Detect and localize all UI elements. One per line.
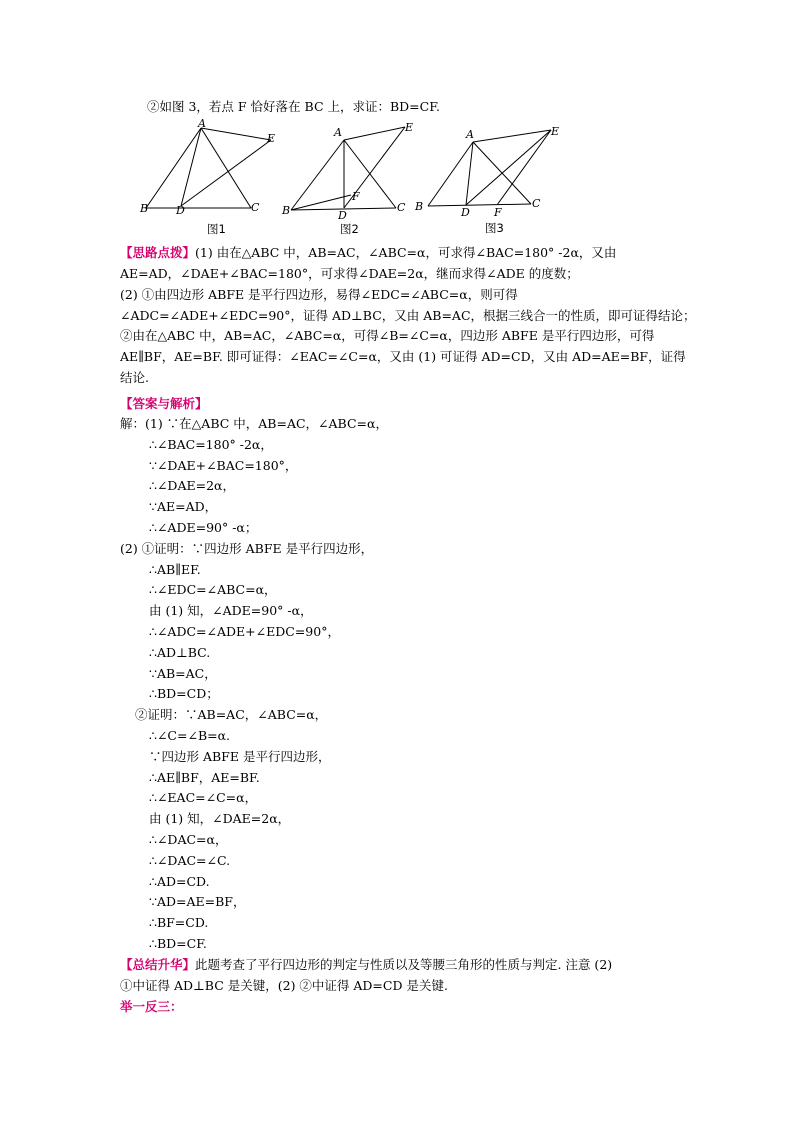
- summary-tag: 【总结升华】: [120, 957, 196, 972]
- fig1-label-e: E: [267, 132, 276, 145]
- fig1-label-a: A: [198, 117, 206, 130]
- answer-line-18: ∴AE∥BF，AE=BF.: [149, 770, 260, 785]
- answer-line-23: ∴AD=CD.: [149, 874, 210, 889]
- figure-3: [410, 118, 570, 244]
- figure-3-lines: [428, 130, 551, 206]
- hints-line-1: [120, 245, 616, 261]
- answer-line-3: ∵∠DAE+∠BAC=180°，: [149, 458, 298, 473]
- answer-line-10: 由 (1) 知，∠ADE=90° -α，: [149, 603, 313, 618]
- answer-line-17: ∵四边形 ABFE 是平行四边形，: [149, 749, 331, 764]
- answer-line-20: 由 (1) 知，∠DAE=2α，: [149, 811, 291, 826]
- fig2-label-a: A: [334, 126, 342, 139]
- fig2-label-c: C: [397, 201, 406, 214]
- fig1-caption: 图1: [207, 222, 226, 236]
- fig1-label-c: C: [251, 201, 260, 214]
- fig3-label-f: F: [494, 206, 502, 219]
- answer-line-26: ∴BD=CF.: [149, 936, 207, 951]
- answer-line-16: ∴∠C=∠B=α.: [149, 728, 231, 743]
- figure-3-diagram: [410, 118, 570, 240]
- answer-line-9: ∴∠EDC=∠ABC=α，: [149, 582, 277, 597]
- answer-line-13: ∵AB=AC，: [149, 666, 217, 681]
- answer-line-1: 解：(1) ∵在△ABC 中，AB=AC，∠ABC=α，: [120, 416, 388, 431]
- problem-part2-q2: ②如图 3，若点 F 恰好落在 BC 上，求证：BD=CF.: [147, 99, 440, 114]
- hints-line-5: ②由在△ABC 中，AB=AC，∠ABC=α，可得∠B=∠C=α，四边形 ABFE 是平行四边形，可得: [120, 328, 655, 343]
- fig2-label-d: D: [338, 209, 347, 222]
- hints-line-2: AE=AD，∠DAE+∠BAC=180°，可求得∠DAE=2α，继而求得∠ADE 的度数；: [120, 266, 579, 281]
- fig3-label-a: A: [466, 128, 474, 141]
- fig2-label-f: F: [352, 190, 360, 203]
- summary-line-2: ①中证得 AD⊥BC 是关键，(2) ②中证得 AD=CD 是关键.: [120, 978, 448, 993]
- fig2-label-e: E: [405, 121, 414, 134]
- practice-tag: 举一反三：: [120, 999, 183, 1014]
- figure-2: [278, 118, 418, 244]
- answer-line-15: ②证明：∵AB=AC，∠ABC=α，: [135, 707, 328, 722]
- answer-line-24: ∵AD=AE=BF，: [149, 894, 246, 909]
- answer-tag: 【答案与解析】: [120, 396, 208, 411]
- hints-line-7: 结论.: [120, 370, 149, 385]
- answer-line-25: ∴BF=CD.: [149, 915, 209, 930]
- summary-text-1: 此题考查了平行四边形的判定与性质以及等腰三角形的性质与判定. 注意 (2): [195, 957, 613, 972]
- answer-line-5: ∵AE=AD，: [149, 499, 218, 514]
- fig2-label-b: B: [282, 204, 291, 217]
- fig3-label-e: E: [551, 125, 560, 138]
- summary-line-1: [120, 957, 612, 973]
- fig3-label-c: C: [532, 197, 541, 210]
- answer-line-4: ∴∠DAE=2α，: [149, 478, 235, 493]
- answer-line-11: ∴∠ADC=∠ADE+∠EDC=90°，: [149, 624, 340, 639]
- hints-line-3: (2) ①由四边形 ABFE 是平行四边形，易得∠EDC=∠ABC=α，则可得: [120, 287, 518, 302]
- answer-line-21: ∴∠DAC=α，: [149, 832, 228, 847]
- fig1-label-b: B: [140, 202, 149, 215]
- figure-1-diagram: [138, 118, 278, 240]
- answer-line-19: ∴∠EAC=∠C=α，: [149, 790, 258, 805]
- fig1-label-d: D: [176, 204, 185, 217]
- answer-line-8: ∴AB∥EF.: [149, 562, 201, 577]
- fig3-caption: 图3: [485, 221, 504, 235]
- answer-line-7: (2) ①证明：∵四边形 ABFE 是平行四边形，: [120, 541, 374, 556]
- answer-line-14: ∴BD=CD；: [149, 686, 219, 701]
- answer-line-2: ∴∠BAC=180° -2α，: [149, 437, 273, 452]
- figure-2-lines: [291, 127, 405, 210]
- figure-2-diagram: [278, 118, 418, 240]
- hints-line-6: AE∥BF，AE=BF. 即可证得：∠EAC=∠C=α，又由 (1) 可证得 AD=CD，又由 AD=AE=BF，证得: [120, 349, 686, 364]
- answer-line-22: ∴∠DAC=∠C.: [149, 853, 231, 868]
- hints-line-4: ∠ADC=∠ADE+∠EDC=90°，证得 AD⊥BC，又由 AB=AC，根据三线合一的性质，即可证得结论；: [120, 308, 696, 323]
- fig3-label-d: D: [461, 206, 470, 219]
- hints-tag: 【思路点拨】: [120, 245, 196, 260]
- hints-text-1: (1) 由在△ABC 中，AB=AC，∠ABC=α，可求得∠BAC=180° -2α，又由: [195, 245, 617, 260]
- fig3-label-b: B: [415, 200, 424, 213]
- figure-1: [138, 118, 278, 244]
- fig2-caption: 图2: [340, 222, 359, 236]
- figure-1-lines: [146, 128, 271, 208]
- answer-line-12: ∴AD⊥BC.: [149, 645, 211, 660]
- answer-line-6: ∴∠ADE=90° -α；: [149, 520, 258, 535]
